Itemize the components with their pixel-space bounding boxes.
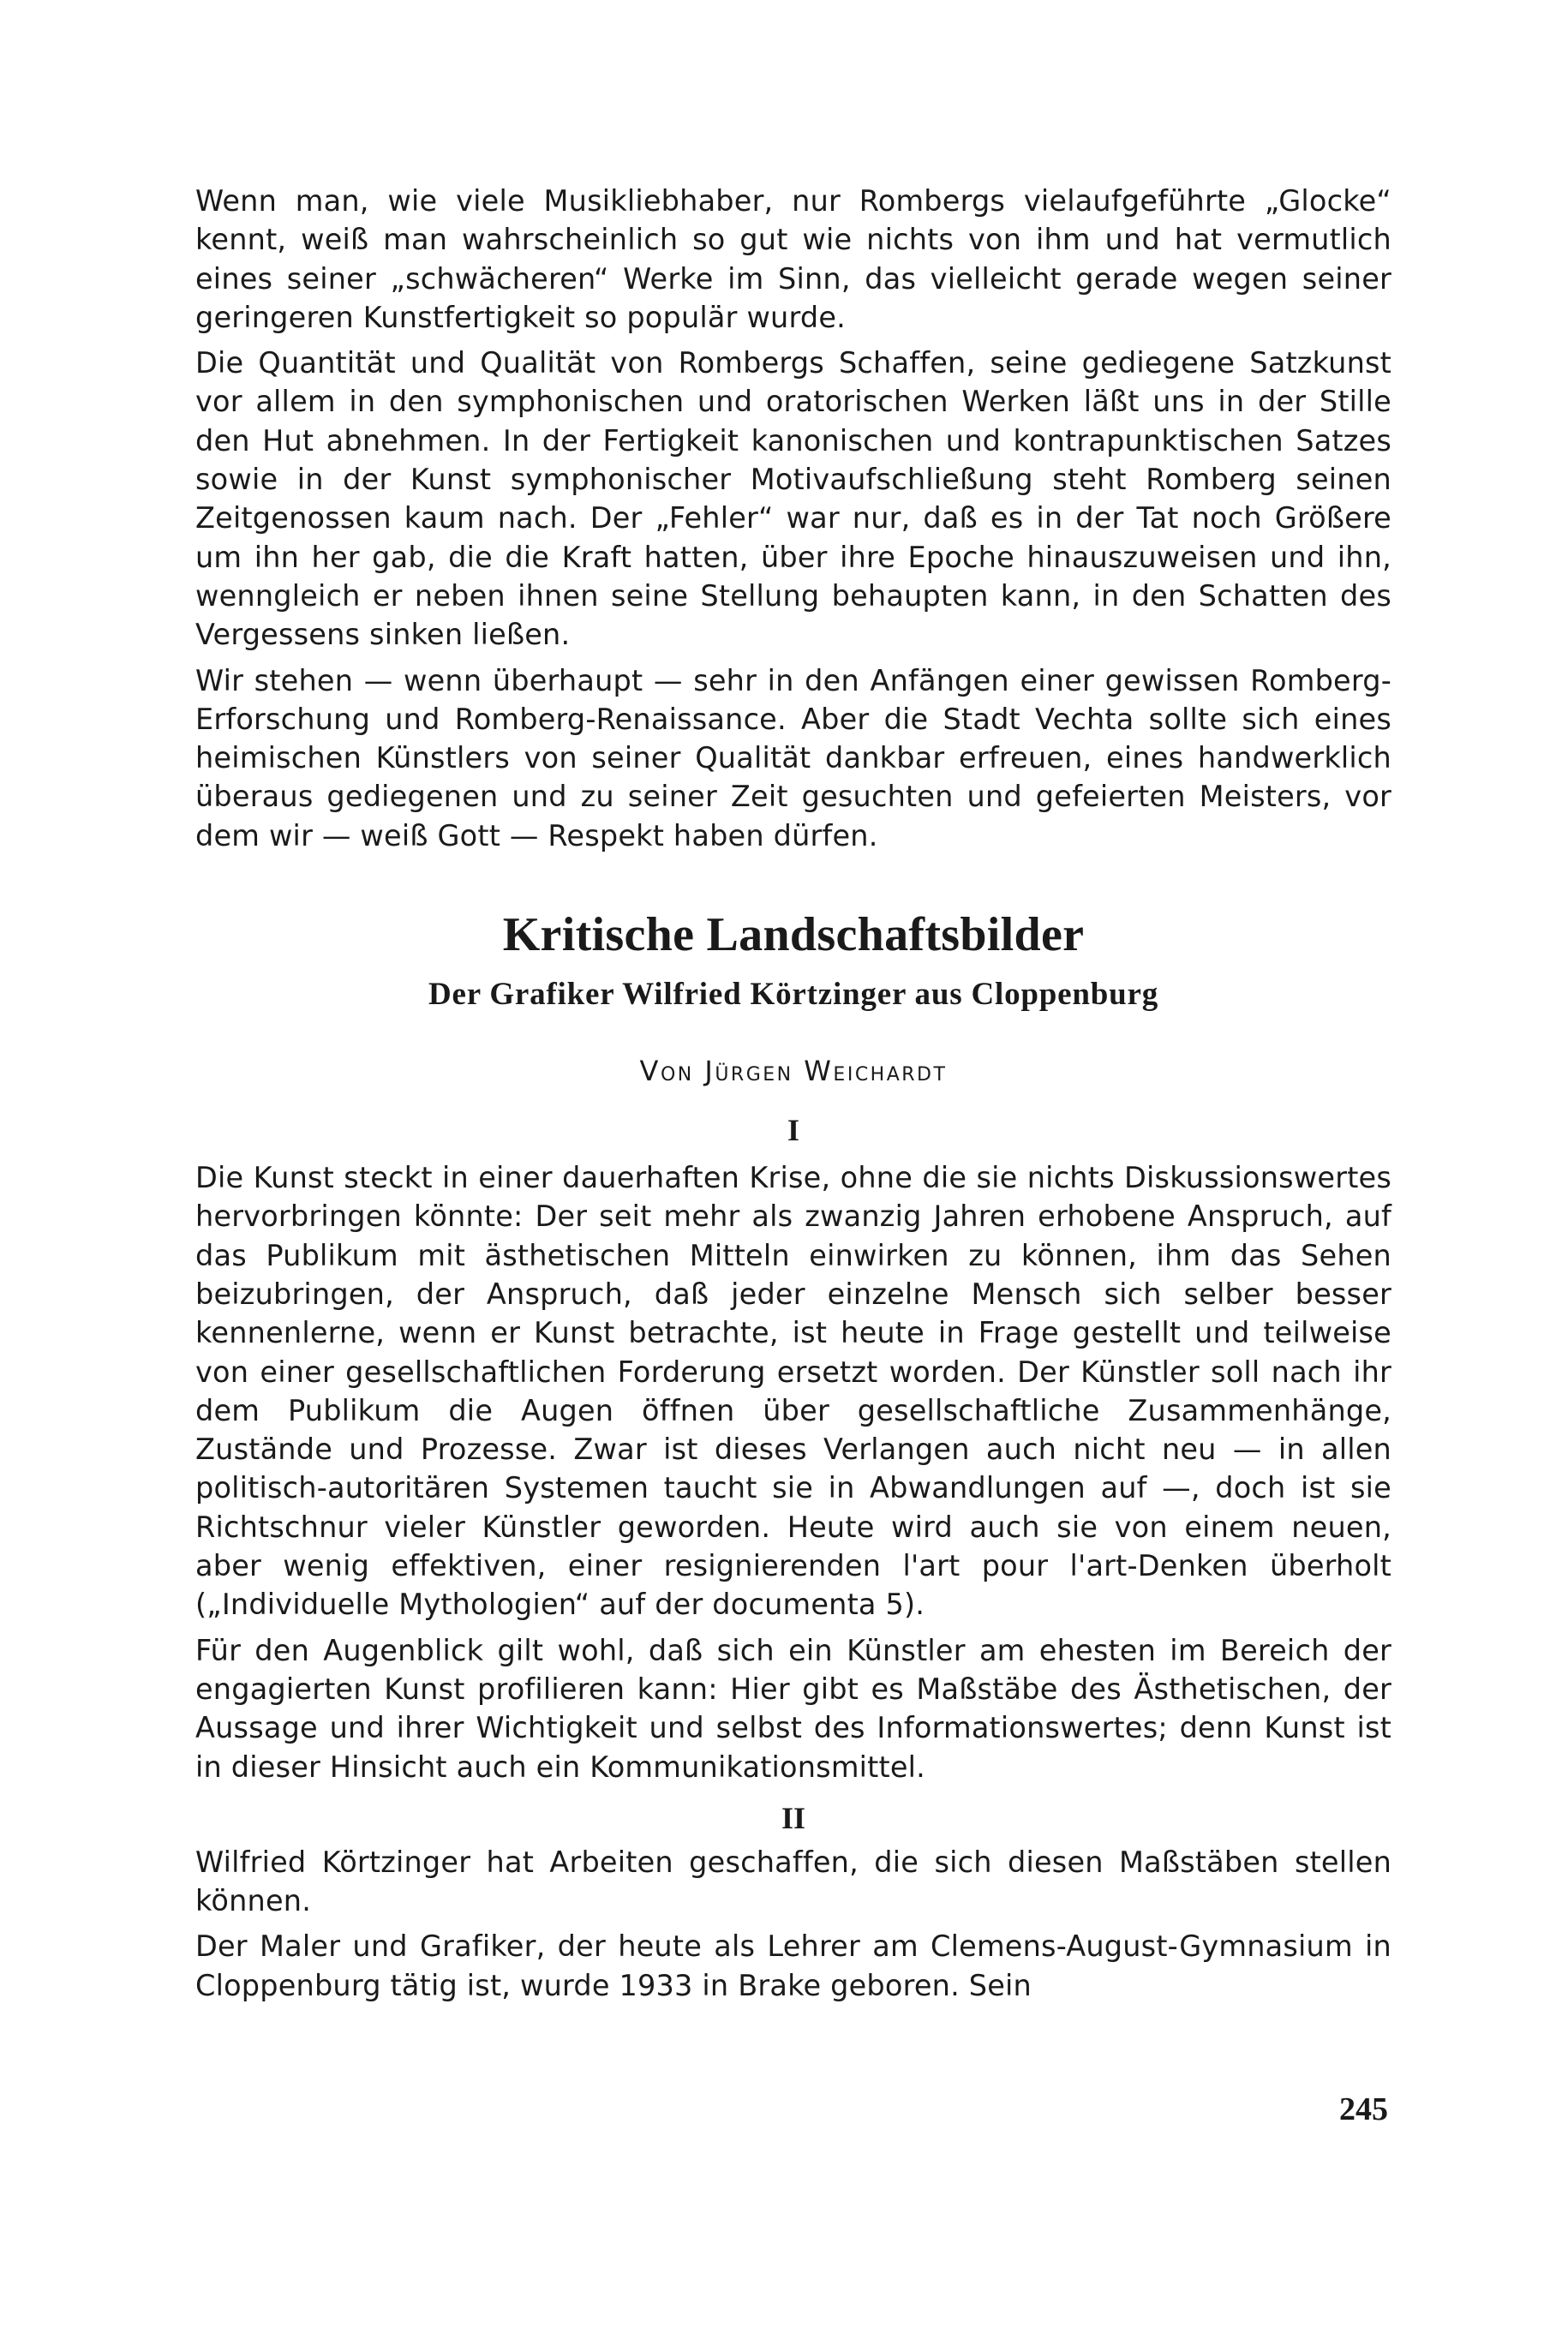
section1-paragraph-1: Die Kunst steckt in einer dauerhaften Krise, ohne die sie nichts Diskussionswertes hervorbringen könnte: Der seit mehr als zwanzig Jahren erhobene Anspruch, auf das Publikum mit ästhetischen Mitteln einwirken zu können, ihm das Sehen beizubringen, der Anspruch, daß jeder einzelne Mensch sich selber besser kennenlerne, wenn er Kunst betrachte, ist heute in Frage gestellt und teilweise von einer gesellschaftlichen Forderung ersetzt worden. Der Künstler soll nach ihr dem Publikum die Augen öffnen über gesellschaftliche Zusammenhänge, Zustände und Prozesse. Zwar ist dieses Verlangen auch nicht neu — in allen politisch-autoritären Systemen taucht sie in Abwandlungen auf —, doch ist sie Richtschnur vieler Künstler geworden. Heute wird auch sie von einem neuen, aber wenig effektiven, einer resignierenden l'art pour l'art-Denken überholt („Individuelle Mythologien“ auf der documenta 5). xyxy=(195,1161,1391,1622)
intro-paragraph-2: Die Quantität und Qualität von Rombergs Schaffen, seine gediegene Satzkunst vor allem in den symphonischen und oratorischen Werken läßt uns in der Stille den Hut abnehmen. In der Fertigkeit kanonischen und kontrapunktischen Satzes sowie in der Kunst symphonischer Motivaufschließung steht Romberg seinen Zeitgenossen kaum nach. Der „Fehler“ war nur, daß es in der Tat noch Größere um ihn her gab, die die Kraft hatten, über ihre Epoche hinauszuweisen und ihn, wenngleich er neben ihnen seine Stellung behaupten kann, in den Schatten des Vergessens sinken ließen. xyxy=(195,346,1391,652)
section2-paragraph-2: Der Maler und Grafiker, der heute als Lehrer am Clemens-August-Gymnasium in Cloppenburg tätig ist, wurde 1933 in Brake geboren. Sein xyxy=(195,1929,1391,2002)
section1-paragraph-2: Für den Augenblick gilt wohl, daß sich ein Künstler am ehesten im Bereich der engagierten Kunst profilieren kann: Hier gibt es Maßstäbe des Ästhetischen, der Aussage und ihrer Wichtigkeit und selbst des Informationswertes; denn Kunst ist in dieser Hinsicht auch ein Kommunikationsmittel. xyxy=(195,1633,1391,1784)
article-title: Kritische Landschaftsbilder xyxy=(502,908,1085,962)
section-heading-2: II xyxy=(781,1800,806,1835)
section-heading-1: I xyxy=(787,1113,799,1148)
article-byline: Von Jürgen Weichardt xyxy=(639,1055,948,1088)
intro-paragraph-1: Wenn man, wie viele Musikliebhaber, nur Rombergs vielaufgeführte „Glocke“ kennt, weiß man wahrscheinlich so gut wie nichts von ihm und hat vermutlich eines seiner „schwächeren“ Werke im Sinn, das vielleicht gerade wegen seiner geringeren Kunstfertigkeit so populär wurde. xyxy=(195,184,1391,334)
section2-paragraph-1: Wilfried Körtzinger hat Arbeiten geschaffen, die sich diesen Maßstäben stellen können. xyxy=(195,1845,1391,1918)
intro-paragraph-3: Wir stehen — wenn überhaupt — sehr in den Anfängen einer gewissen Romberg-Erforschung und Romberg-Renaissance. Aber die Stadt Vechta sollte sich eines heimischen Künstlers von seiner Qualität dankbar erfreuen, eines handwerklich überaus gediegenen und zu seiner Zeit gesuchten und gefeierten Meisters, vor dem wir — weiß Gott — Respekt haben dürfen. xyxy=(195,663,1391,852)
page-number: 245 xyxy=(1339,2091,1388,2127)
page-content xyxy=(195,182,1391,2012)
article-subtitle: Der Grafiker Wilfried Körtzinger aus Cloppenburg xyxy=(428,977,1159,1013)
